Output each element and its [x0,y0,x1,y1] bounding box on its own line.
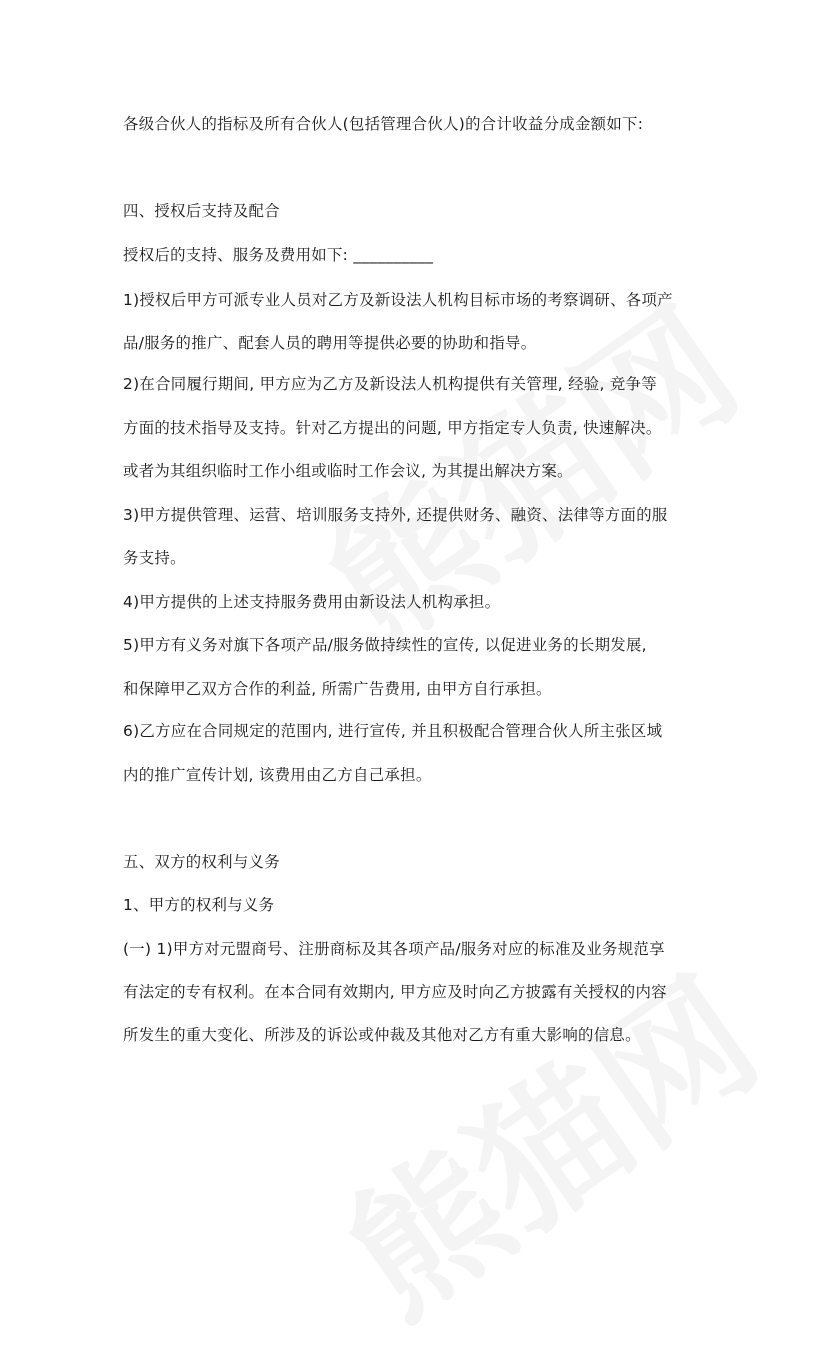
paragraph-line: 5)甲方有义务对旗下各项产品/服务做持续性的宣传, 以促进业务的长期发展, [123,636,647,654]
paragraph-line: 或者为其组织临时工作小组或临时工作会议, 为其提出解决方案。 [123,462,573,480]
paragraph-line: 1)授权后甲方可派专业人员对乙方及新设法人机构目标市场的考察调研、各项产 [123,291,673,309]
paragraph-line: 所发生的重大变化、所涉及的诉讼或仲裁及其他对乙方有重大影响的信息。 [123,1026,641,1044]
paragraph-line: 各级合伙人的指标及所有合伙人(包括管理合伙人)的合计收益分成金额如下: [123,115,644,133]
paragraph-line: 4)甲方提供的上述支持服务费用由新设法人机构承担。 [123,593,501,611]
paragraph-line: 内的推广宣传计划, 该费用由乙方自己承担。 [123,766,432,784]
paragraph-line: (一) 1)甲方对元盟商号、注册商标及其各项产品/服务对应的标准及业务规范享 [123,940,665,958]
paragraph-line: 和保障甲乙双方合作的利益, 所需广告费用, 由甲方自行承担。 [123,680,552,698]
paragraph-line: 有法定的专有权利。在本合同有效期内, 甲方应及时向乙方披露有关授权的内容 [123,983,667,1001]
paragraph-line: 2)在合同履行期间, 甲方应为乙方及新设法人机构提供有关管理, 经验, 竞争等 [123,375,657,393]
paragraph-line: 务支持。 [123,549,186,567]
subsection-heading: 1、甲方的权利与义务 [123,896,275,914]
paragraph-line: 品/服务的推广、配套人员的聘用等提供必要的协助和指导。 [123,334,537,352]
section-heading: 五、双方的权利与义务 [123,853,280,871]
paragraph-line: 3)甲方提供管理、运营、培训服务支持外, 还提供财务、融资、法律等方面的服 [123,506,668,524]
paragraph-line: 授权后的支持、服务及费用如下: __________ [123,246,434,264]
paragraph-line: 6)乙方应在合同规定的范围内, 进行宣传, 并且积极配合管理合伙人所主张区域 [123,722,663,740]
paragraph-line: 方面的技术指导及支持。针对乙方提出的问题, 甲方指定专人负责, 快速解决。 [123,419,662,437]
section-heading: 四、授权后支持及配合 [123,202,280,220]
